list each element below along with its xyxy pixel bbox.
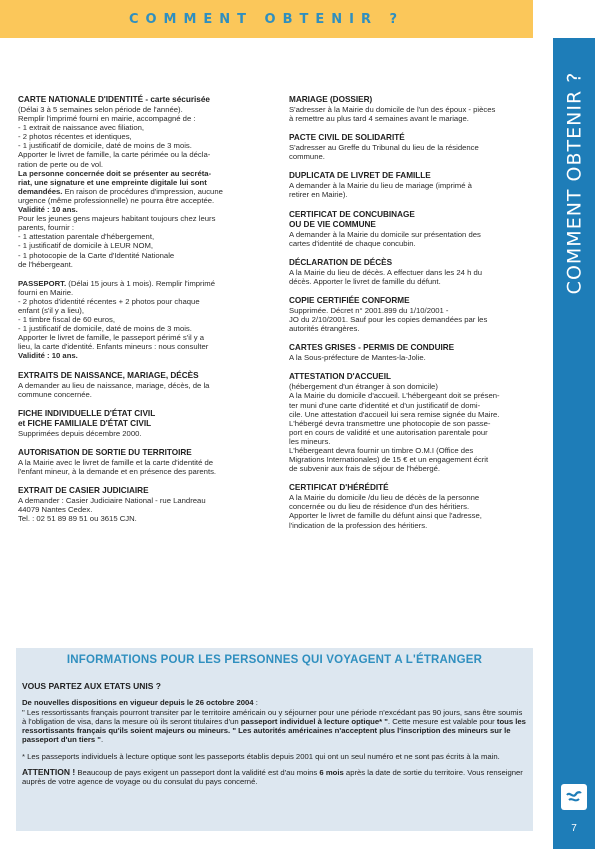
side-title <box>553 38 595 328</box>
section-casier <box>18 486 265 523</box>
text-line: décès. Apporter le livret de famille du défunt. <box>289 276 441 286</box>
section-title: FICHE INDIVIDUELLE D'ÉTAT CIVIL <box>18 408 156 418</box>
section-title: CARTES GRISES - PERMIS DE CONDUIRE <box>289 343 455 353</box>
section-deces <box>289 258 535 286</box>
section-mariage <box>289 95 535 123</box>
info-body <box>22 682 527 794</box>
text-line: demandées. En raison de procédures d'impression, aucune <box>18 186 223 196</box>
validity: Validité : 10 ans. <box>18 351 78 361</box>
section-title: AUTORISATION DE SORTIE DU TERRITOIRE <box>18 447 192 457</box>
section-title: CERTIFICAT D'HÉRÉDITÉ <box>289 483 389 493</box>
section-title: CERTIFICAT DE CONCUBINAGE <box>289 209 415 219</box>
section-title: PACTE CIVIL DE SOLIDARITÉ <box>289 133 405 143</box>
text-line-bold: La personne concernée doit se présenter au secréta- <box>18 168 212 178</box>
text-line: - 1 justificatif de domicile, daté de moins de 3 mois. <box>18 324 192 334</box>
page-number: 7 <box>571 823 577 834</box>
text-line: Tel. : 02 51 89 89 51 ou 3615 CJN. <box>18 514 137 524</box>
right-column <box>289 95 535 540</box>
text-line: fourni en Mairie. <box>18 287 74 297</box>
text-line: Apporter le livret de famille, la carte périmée ou la décla- <box>18 150 211 160</box>
page-title: COMMENT OBTENIR ? <box>128 11 405 27</box>
text-line: A demander au lieu de naissance, mariage, décès, de la <box>18 380 210 390</box>
text-line: S'adresser au Greffe du Tribunal du lieu de la résidence <box>289 143 479 153</box>
section-title: EXTRAITS DE NAISSANCE, MARIAGE, DÉCÈS <box>18 370 199 380</box>
header-band <box>0 0 533 38</box>
info-footnote: * Les passeports individuels à lecture optique sont les passeports établis depuis 2001 qui ont un seul numéro et ne sont pas écrits à la main. <box>22 751 500 761</box>
text-line: port en cours de validité et une autorisation parentale pour <box>289 427 488 437</box>
section-pacte <box>289 133 535 161</box>
text-line: - 1 attestation parentale d'hébergement, <box>18 232 155 242</box>
section-sortie <box>18 448 265 476</box>
text-line: - 1 timbre fiscal de 60 euros, <box>18 315 115 325</box>
section-title: et FICHE FAMILIALE D'ÉTAT CIVIL <box>18 418 152 428</box>
text-line: commune. <box>289 152 325 162</box>
text-line: cile. Une attestation d'accueil lui sera remise signée du Maire. <box>289 409 500 419</box>
text-line: autorités étrangères. <box>289 324 360 334</box>
text-line: parents, fournir : <box>18 223 74 233</box>
text-line: (Délai 3 à 5 semaines selon période de l'année). <box>18 105 183 114</box>
text-line: l'enfant mineur, à la demande et en présence des parents. <box>18 466 217 476</box>
section-title: CARTE NATIONALE D'IDENTITÉ - carte sécurisée <box>18 95 210 104</box>
left-column <box>18 95 265 533</box>
text-line: A la Sous-préfecture de Mantes-la-Jolie. <box>289 353 426 363</box>
text-line: commune concernée. <box>18 389 92 399</box>
text-line: - 1 justificatif de domicile, daté de moins de 3 mois. <box>18 141 192 151</box>
text-line: Supprimée. Décret n° 2001.899 du 1/10/2001 - <box>289 305 449 315</box>
section-title: MARIAGE (DOSSIER) <box>289 95 373 104</box>
text-line: concernée ou du lieu de résidence d'un des héritiers. <box>289 502 470 512</box>
text-line: - 1 extrait de naissance avec filiation, <box>18 123 145 133</box>
text-line: de l'hébergeant. <box>18 259 73 269</box>
info-warning: ATTENTION ! Beaucoup de pays exigent un passeport dont la validité est d'au moins 6 mois après la date de sortie du territoire. Vous renseigner auprès de votre agence de voyage ou du consulat du pays concerné. <box>22 767 523 787</box>
text-line: - 1 justificatif de domicile à LEUR NOM, <box>18 241 154 251</box>
section-cartes-grises <box>289 343 535 362</box>
text-line: de subvenir aux frais de séjour de l'hébergé. <box>289 464 441 474</box>
section-heredite <box>289 483 535 529</box>
text-line: Apporter le livret de famille, le passeport périmé s'il y a <box>18 333 205 343</box>
section-extraits <box>18 371 265 399</box>
municipal-logo-icon <box>561 784 587 810</box>
text-line: S'adresser à la Mairie du domicile de l'un des époux - pièces <box>289 105 496 114</box>
section-copie <box>289 296 535 333</box>
info-paragraph: De nouvelles dispositions en vigueur depuis le 26 octobre 2004 : " Les ressortissants français pourront transiter par le territoire américain ou y séjourner pour une période n'excédant pas 90 jours, sans être soumis à l'obligation de visa, dans la mesure où ils seront titulaires d'un passeport individuel à lecture optique* ". Cette mesure est valable pour tous les ressortissants français qu'ils soient majeurs ou mineurs. " Les autorités américaines n'acceptent plus l'inscription des mineurs sur le passeport d'un tiers ". <box>22 698 526 745</box>
section-passport <box>18 279 265 361</box>
text-line: A la Mairie du lieu de décès. A effectuer dans les 24 h du <box>289 267 483 277</box>
info-title: INFORMATIONS POUR LES PERSONNES QUI VOYAGENT A L'ÉTRANGER <box>66 654 483 666</box>
text-line: L'hébergé devra transmettre une photocopie de son passe- <box>289 418 491 428</box>
text-line: à remettre au plus tard 4 semaines avant le mariage. <box>289 114 469 124</box>
text-line: Pour les jeunes gens majeurs habitant toujours chez leurs <box>18 214 216 224</box>
side-title-text: COMMENT OBTENIR ? <box>563 71 585 295</box>
text-line: les mineurs. <box>289 436 331 446</box>
text-line: (hébergement d'un étranger à son domicile) <box>289 382 438 392</box>
text-line: Migrations Internationales) de 15 € et un engagement écrit <box>289 455 489 465</box>
text-line: ter muni d'une carte d'identité et d'un justificatif de domi- <box>289 400 481 410</box>
text-line: A demander à la Mairie du lieu de mariage (imprimé à <box>289 181 472 191</box>
text-line: lieu, la carte d'identité. Enfants mineurs : nous consulter <box>18 342 209 352</box>
section-concubinage <box>289 210 535 248</box>
text-line: A la Mairie avec le livret de famille et la carte d'identité de <box>18 457 214 467</box>
info-subtitle: VOUS PARTEZ AUX ETATS UNIS ? <box>22 681 161 691</box>
text-line: PASSEPORT. (Délai 15 jours à 1 mois). Remplir l'imprimé <box>18 278 215 288</box>
text-line: 44079 Nantes Cedex. <box>18 505 93 515</box>
text-line: A demander à la Mairie du domicile sur présentation des <box>289 229 481 239</box>
text-line: A la Mairie du domicile d'accueil. L'hébergeant doit se présen- <box>289 391 500 401</box>
section-cni <box>18 95 265 269</box>
text-line: L'hébergeant devra fournir un timbre O.M.I (Office des <box>289 445 474 455</box>
text-line: retirer en Mairie). <box>289 190 348 200</box>
text-line: enfant (s'il y a lieu), <box>18 305 84 315</box>
section-title: COPIE CERTIFIÉE CONFORME <box>289 295 410 305</box>
text-line: - 1 photocopie de la Carte d'Identité Nationale <box>18 250 175 260</box>
text-line: Remplir l'imprimé fourni en mairie, accompagné de : <box>18 114 196 124</box>
text-line-bold: riat, une signature et une empreinte digitale lui sont <box>18 177 207 187</box>
section-title: ATTESTATION D'ACCUEIL <box>289 372 392 382</box>
section-duplicata <box>289 171 535 199</box>
validity: Validité : 10 ans. <box>18 205 78 215</box>
text-line: - 2 photos d'identité récentes + 2 photos pour chaque <box>18 296 200 306</box>
section-fiche <box>18 409 265 438</box>
section-title: DÉCLARATION DE DÉCÈS <box>289 257 393 267</box>
section-title: DUPLICATA DE LIVRET DE FAMILLE <box>289 171 431 181</box>
text-line: Supprimées depuis décembre 2000. <box>18 428 142 438</box>
section-title: EXTRAIT DE CASIER JUDICIAIRE <box>18 486 149 495</box>
section-title: OU DE VIE COMMUNE <box>289 219 376 229</box>
text-line: l'indication de la profession des héritiers. <box>289 520 428 530</box>
text-line: A la Mairie du domicile /du lieu de décès de la personne <box>289 493 480 503</box>
text-line: urgence (même professionnelle) ne pourra être acceptée. <box>18 195 215 205</box>
text-line: cartes d'identité de chaque concubin. <box>289 238 416 248</box>
text-line: A demander : Casier Judiciaire National - rue Landreau <box>18 496 206 505</box>
text-line: JO du 2/10/2001. Sauf pour les copies demandées par les <box>289 315 488 325</box>
text-line: ration de perte ou de vol. <box>18 159 104 169</box>
section-accueil <box>289 372 535 473</box>
text-line: Apporter le livret de famille du défunt ainsi que l'adresse, <box>289 511 482 521</box>
text-line: - 2 photos récentes et identiques, <box>18 132 132 142</box>
